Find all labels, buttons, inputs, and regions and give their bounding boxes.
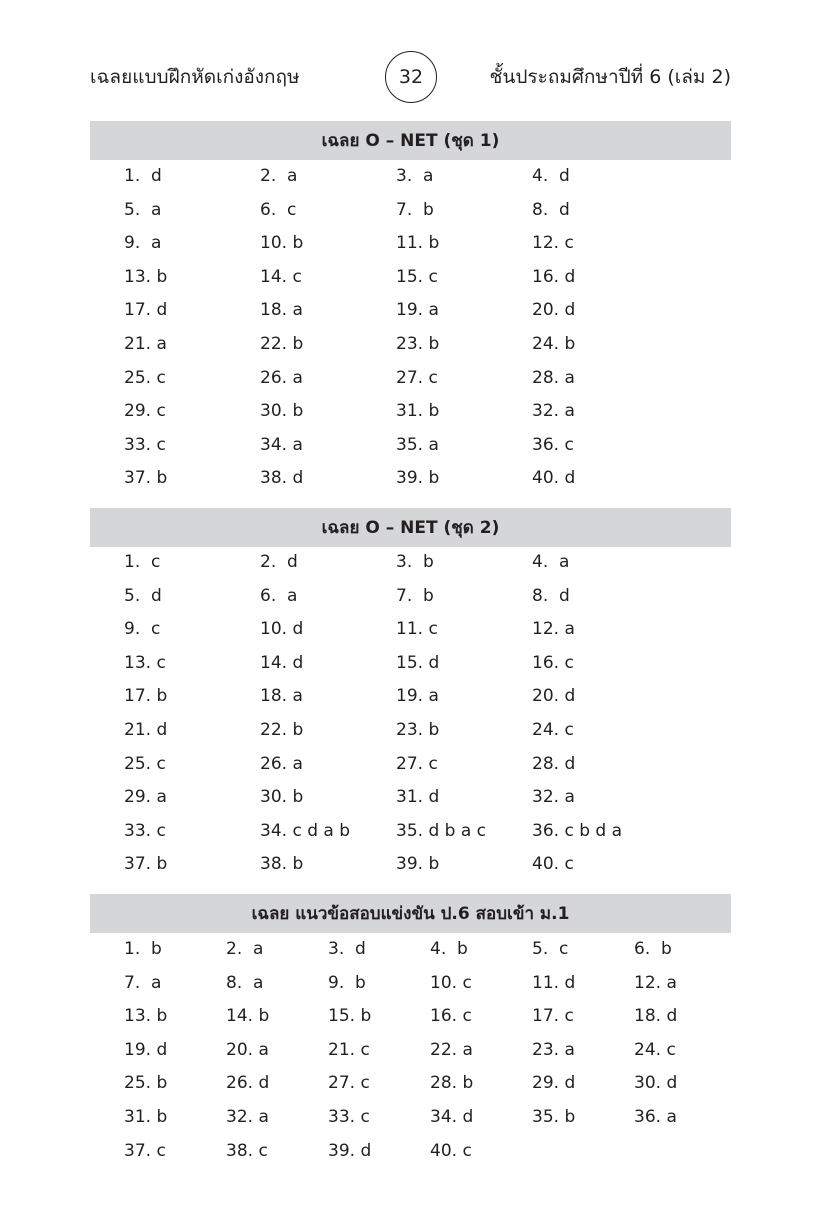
answer-item: 19. d — [124, 1039, 168, 1060]
answer-item: 21. c — [328, 1039, 370, 1060]
answer-item: 27. c — [396, 753, 438, 774]
answer-item: 15. d — [396, 652, 440, 673]
section-2-title: เฉลย O – NET (ชุด 2) — [321, 518, 500, 538]
answer-item: 39. d — [328, 1140, 372, 1161]
answer-item: 1. c — [124, 552, 161, 572]
answer-item: 27. c — [396, 367, 438, 388]
answer-item: 11. c — [396, 619, 438, 640]
answer-item: 23. b — [396, 334, 440, 354]
answer-item: 24. c — [634, 1039, 676, 1060]
answer-item: 7. a — [124, 972, 162, 993]
answer-item: 3. b — [396, 552, 434, 572]
answer-item: 14. d — [260, 652, 304, 673]
answer-item: 10. d — [260, 619, 304, 640]
answer-item: 17. b — [124, 686, 168, 707]
section-1-header — [90, 121, 731, 160]
answer-item: 26. a — [260, 367, 303, 388]
answer-item: 26. a — [260, 753, 303, 774]
answer-item: 29. c — [124, 401, 166, 422]
answer-item: 6. a — [260, 585, 298, 606]
section-1-title: เฉลย O – NET (ชุด 1) — [321, 131, 500, 151]
answer-item: 33. c — [328, 1107, 370, 1127]
answer-item: 8. d — [532, 585, 570, 606]
answer-item: 7. b — [396, 585, 434, 606]
answer-item: 21. a — [124, 334, 167, 354]
answer-item: 29. d — [532, 1073, 576, 1094]
answer-item: 4. a — [532, 552, 570, 572]
answer-item: 20. d — [532, 300, 576, 321]
answer-item: 5. a — [124, 199, 162, 220]
answer-item: 10. b — [260, 233, 304, 254]
answer-item: 35. d b a c — [396, 820, 486, 841]
answer-item: 19. a — [396, 300, 439, 321]
answer-item: 38. d — [260, 468, 304, 489]
answer-item: 17. c — [532, 1006, 574, 1027]
answer-item: 31. b — [396, 401, 440, 422]
answer-item: 39. b — [396, 468, 440, 489]
answer-item: 22. a — [430, 1039, 473, 1060]
answer-item: 12. c — [532, 233, 574, 254]
answer-item: 26. d — [226, 1073, 270, 1094]
answer-item: 22. b — [260, 334, 304, 354]
answer-item: 31. d — [396, 787, 440, 808]
answer-item: 23. b — [396, 720, 440, 740]
answer-item: 40. c — [532, 854, 574, 875]
answer-item: 37. b — [124, 468, 168, 489]
answer-item: 2. a — [260, 166, 298, 186]
answer-item: 13. c — [124, 652, 166, 673]
answer-item: 19. a — [396, 686, 439, 707]
answer-item: 36. c — [532, 434, 574, 455]
answer-item: 21. d — [124, 720, 168, 740]
answer-item: 1. d — [124, 166, 162, 186]
answer-item: 28. b — [430, 1073, 474, 1094]
answer-item: 22. b — [260, 720, 304, 740]
section-3-header — [90, 894, 731, 933]
answer-item: 5. d — [124, 585, 162, 606]
answer-item: 37. c — [124, 1140, 166, 1161]
section-2-header — [90, 508, 731, 547]
answer-item: 40. d — [532, 468, 576, 489]
answer-item: 7. b — [396, 199, 434, 220]
answer-item: 25. c — [124, 367, 166, 388]
answer-item: 9. a — [124, 233, 162, 254]
answer-item: 12. a — [532, 619, 575, 640]
answer-item: 33. c — [124, 820, 166, 841]
answer-item: 16. d — [532, 266, 576, 287]
answer-item: 8. d — [532, 199, 570, 220]
answer-item: 38. c — [226, 1140, 268, 1161]
answer-item: 17. d — [124, 300, 168, 321]
answer-item: 36. a — [634, 1107, 677, 1127]
answer-item: 14. c — [260, 266, 302, 287]
answer-item: 5. c — [532, 939, 569, 959]
answer-item: 11. b — [396, 233, 440, 254]
answer-item: 24. b — [532, 334, 576, 354]
answer-item: 28. a — [532, 367, 575, 388]
answer-item: 29. a — [124, 787, 167, 808]
answer-item: 20. d — [532, 686, 576, 707]
answer-item: 36. c b d a — [532, 820, 622, 841]
answer-item: 6. b — [634, 939, 672, 959]
answer-item: 13. b — [124, 266, 168, 287]
answer-item: 34. d — [430, 1107, 474, 1127]
answer-item: 2. d — [260, 552, 298, 572]
answer-item: 6. c — [260, 199, 297, 220]
answer-item: 25. b — [124, 1073, 168, 1094]
answer-item: 4. d — [532, 166, 570, 186]
answer-item: 9. b — [328, 972, 366, 993]
answer-item: 30. b — [260, 401, 304, 422]
answer-item: 23. a — [532, 1039, 575, 1060]
answer-item: 9. c — [124, 619, 161, 640]
answer-item: 32. a — [532, 401, 575, 422]
answer-item: 16. c — [532, 652, 574, 673]
answer-item: 18. a — [260, 686, 303, 707]
answer-item: 8. a — [226, 972, 264, 993]
answer-item: 40. c — [430, 1140, 472, 1161]
answer-item: 39. b — [396, 854, 440, 875]
answer-item: 34. c d a b — [260, 820, 350, 841]
answer-item: 2. a — [226, 939, 264, 959]
answer-item: 38. b — [260, 854, 304, 875]
answer-item: 18. a — [260, 300, 303, 321]
answer-item: 27. c — [328, 1073, 370, 1094]
answer-item: 32. a — [226, 1107, 269, 1127]
answer-item: 35. a — [396, 434, 439, 455]
answer-item: 25. c — [124, 753, 166, 774]
answer-item: 31. b — [124, 1107, 168, 1127]
answer-item: 4. b — [430, 939, 468, 959]
answer-item: 16. c — [430, 1006, 472, 1027]
answer-item: 14. b — [226, 1006, 270, 1027]
section-3-title: เฉลย แนวข้อสอบแข่งขัน ป.6 สอบเข้า ม.1 — [251, 904, 570, 924]
answer-item: 20. a — [226, 1039, 269, 1060]
answer-item: 10. c — [430, 972, 472, 993]
answer-item: 30. b — [260, 787, 304, 808]
answer-item: 3. d — [328, 939, 366, 959]
answer-item: 33. c — [124, 434, 166, 455]
answer-item: 1. b — [124, 939, 162, 959]
answer-item: 32. a — [532, 787, 575, 808]
answer-item: 34. a — [260, 434, 303, 455]
page-number-badge — [385, 51, 437, 103]
answer-item: 30. d — [634, 1073, 678, 1094]
answer-item: 3. a — [396, 166, 434, 186]
answer-item: 13. b — [124, 1006, 168, 1027]
header-right-title: ชั้นประถมศึกษาปีที่ 6 (เล่ม 2) — [489, 66, 731, 88]
answer-item: 12. a — [634, 972, 677, 993]
answer-item: 37. b — [124, 854, 168, 875]
answer-item: 15. b — [328, 1006, 372, 1027]
answer-item: 24. c — [532, 720, 574, 740]
answer-item: 35. b — [532, 1107, 576, 1127]
answer-item: 18. d — [634, 1006, 678, 1027]
header-left-title: เฉลยแบบฝึกหัดเก่งอังกฤษ — [90, 66, 300, 88]
page-number: 32 — [398, 66, 424, 88]
answer-item: 28. d — [532, 753, 576, 774]
answer-item: 15. c — [396, 266, 438, 287]
answer-item: 11. d — [532, 972, 576, 993]
